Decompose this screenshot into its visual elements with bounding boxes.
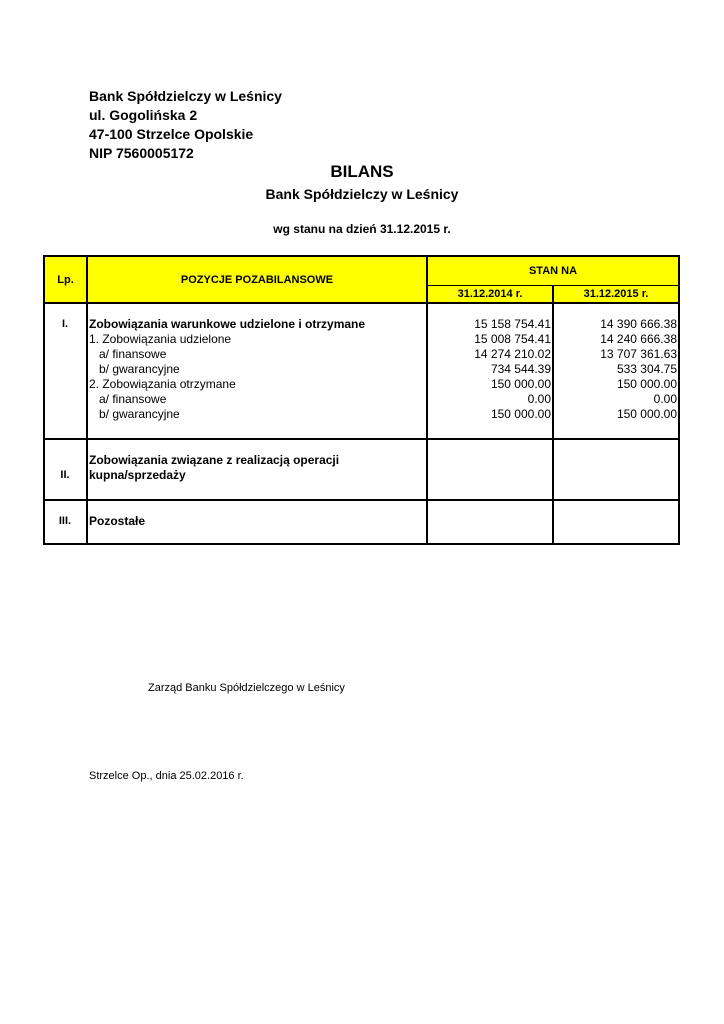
bank-name: Bank Spółdzielczy w Leśnicy — [89, 88, 282, 104]
row-label: b/ gwarancyjne — [99, 362, 180, 376]
header-date-2015: 31.12.2015 r. — [554, 286, 680, 302]
value-2014: 734 544.39 — [490, 362, 551, 376]
as-of-date: wg stanu na dzień 31.12.2015 r. — [273, 222, 451, 236]
bank-street: ul. Gogolińska 2 — [89, 107, 198, 123]
row-label: a/ finansowe — [99, 347, 167, 361]
place-date: Strzelce Op., dnia 25.02.2016 r. — [89, 770, 244, 782]
header-date-2014: 31.12.2014 r. — [428, 286, 554, 302]
section3-label: Pozostałe — [89, 514, 146, 528]
row-label: a/ finansowe — [99, 392, 167, 406]
section2-label-line2: kupna/sprzedaży — [89, 468, 186, 482]
section2-2015-cell — [554, 438, 680, 499]
value-2015: 13 707 361.63 — [600, 347, 677, 361]
section3-2014-cell — [428, 499, 554, 545]
off-balance-table — [43, 255, 680, 545]
value-2014: 150 000.00 — [490, 377, 551, 391]
value-2015: 150 000.00 — [616, 377, 677, 391]
value-2015: 533 304.75 — [616, 362, 677, 376]
row-label: 2. Zobowiązania otrzymane — [89, 377, 236, 391]
header-position: POZYCJE POZABILANSOWE — [88, 255, 428, 302]
document-subtitle: Bank Spółdzielczy w Leśnicy — [265, 186, 459, 202]
header-lp: Lp. — [43, 255, 88, 302]
document-title: BILANS — [330, 162, 394, 181]
value-2014: 150 000.00 — [490, 407, 551, 421]
value-2014: 15 158 754.41 — [474, 317, 551, 331]
value-2014: 14 274 210.02 — [474, 347, 551, 361]
row-label: 1. Zobowiązania udzielone — [89, 332, 232, 346]
value-2015: 14 240 666.38 — [600, 332, 677, 346]
value-2014: 15 008 754.41 — [474, 332, 551, 346]
value-2015: 14 390 666.38 — [600, 317, 677, 331]
section2-lp: II. — [60, 469, 70, 481]
value-2015: 150 000.00 — [616, 407, 677, 421]
section2-2014-cell — [428, 438, 554, 499]
bank-nip: NIP 7560005172 — [89, 145, 194, 161]
bank-city: 47-100 Strzelce Opolskie — [89, 126, 254, 142]
board-signature-label: Zarząd Banku Spółdzielczego w Leśnicy — [148, 682, 345, 694]
row-label: Zobowiązania warunkowe udzielone i otrzymane — [89, 317, 366, 331]
section3-lp: III. — [58, 515, 72, 527]
header-stan-na: STAN NA — [428, 255, 680, 286]
value-2014: 0.00 — [527, 392, 551, 406]
row-label: b/ gwarancyjne — [99, 407, 180, 421]
section1-lp: I. — [61, 318, 69, 330]
section3-2015-cell — [554, 499, 680, 545]
section2-label-line1: Zobowiązania związane z realizacją operacji — [89, 453, 340, 467]
value-2015: 0.00 — [653, 392, 677, 406]
